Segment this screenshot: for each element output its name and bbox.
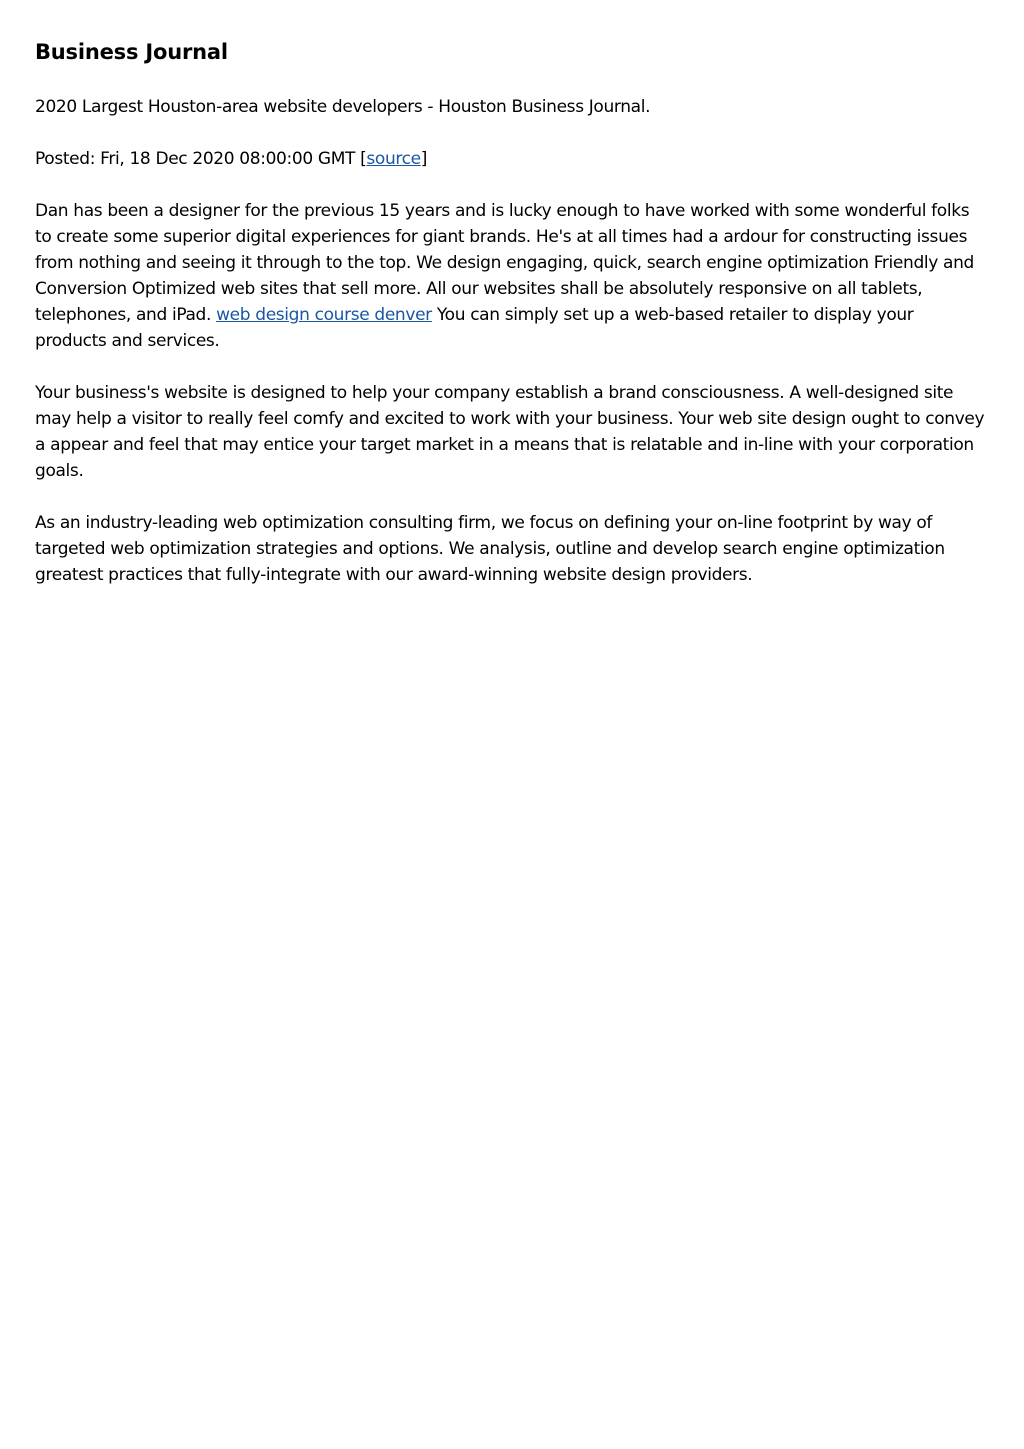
body-paragraph-3: As an industry-leading web optimization consulting firm, we focus on defining your on-line footprint by way of targeted web optimization strategies and options. We analysis, outline and develop search engine optimization greatest practices that fully-integrate with our award-winning website design providers. <box>35 513 945 585</box>
source-link[interactable]: source <box>366 149 421 169</box>
paragraph-1-text-before: Dan has been a designer for the previous 15 years and is lucky enough to have worked with some wonderful folks to create some superior digital experiences for giant brands. He's at all times had a ardour for constructing issues from nothing and seeing it through to the top. We design engaging, quick, search engine optimization Friendly and Conversion Optimized web sites that sell more. All our websites shall be absolutely responsive on all tablets, telephones, and iPad. <box>35 201 974 325</box>
page-title: Business Journal <box>35 40 228 64</box>
body-paragraph-1 <box>35 198 989 354</box>
posted-bracket-close: ] <box>420 149 428 169</box>
web-design-course-link[interactable]: web design course denver <box>216 305 432 325</box>
body-paragraph-2: Your business's website is designed to help your company establish a brand consciousness. A well-designed site may help a visitor to really feel comfy and excited to work with your business. Your web site design ought to convey a appear and feel that may entice your target market in a means that is relatable and in-line with your corporation goals. <box>35 383 985 481</box>
posted-line <box>35 146 989 172</box>
posted-date-text: Posted: Fri, 18 Dec 2020 08:00:00 GMT [ <box>35 149 367 169</box>
article-subtitle: 2020 Largest Houston-area website developers - Houston Business Journal. <box>35 97 651 117</box>
paragraph-1-text-after: You can simply set up a web-based retailer to display your products and services. <box>35 305 914 351</box>
